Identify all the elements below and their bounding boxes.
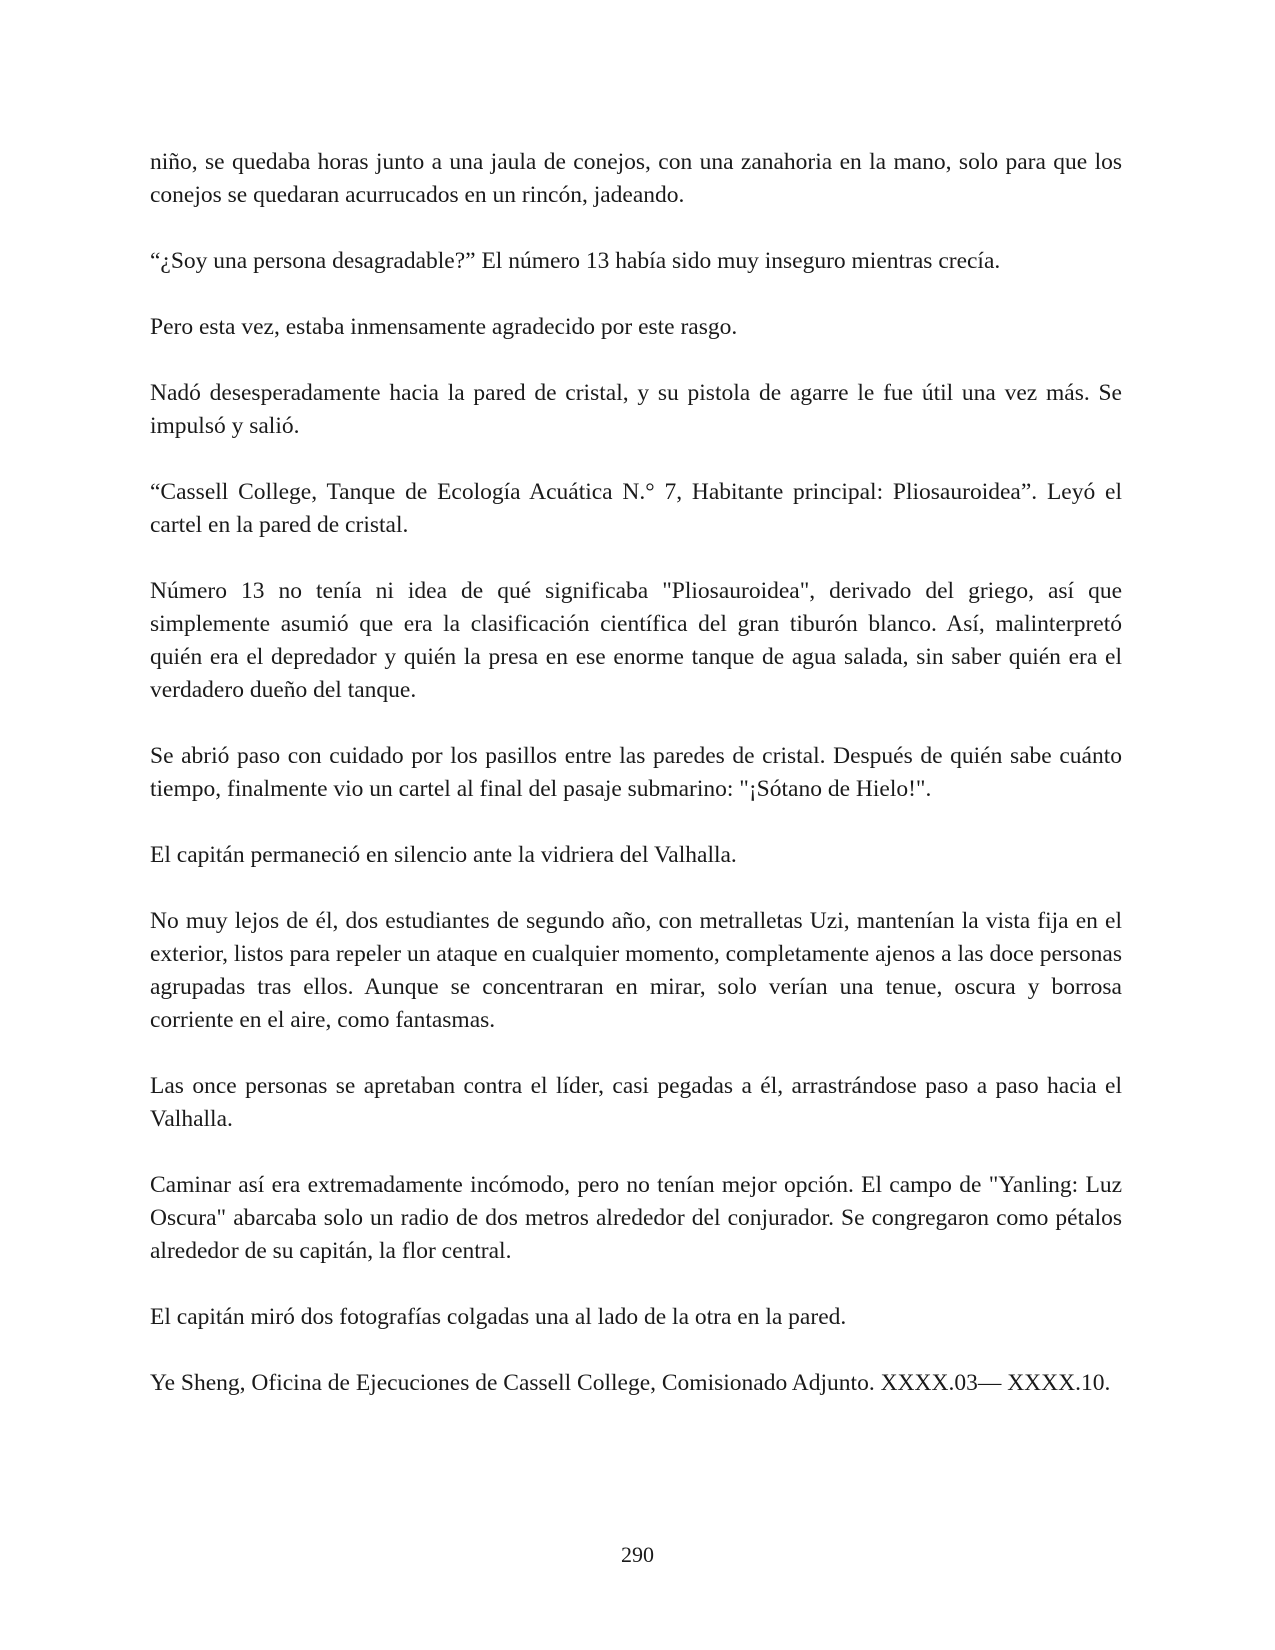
paragraph: Caminar así era extremadamente incómodo, pero no tenían mejor opción. El campo de "Yanling: Luz Oscura" abarcaba solo un radio de dos metros alrededor del conjurador. Se congregaron como pétalos alrededor de su capitán, la flor central. (150, 1172, 1122, 1264)
paragraph: No muy lejos de él, dos estudiantes de segundo año, con metralletas Uzi, mantenían la vista fija en el exterior, listos para repeler un ataque en cualquier momento, completamente ajenos a las doce personas agrupadas tras ellos. Aunque se concentraran en mirar, solo verían una tenue, oscura y borrosa corriente en el aire, como fantasmas. (150, 908, 1122, 1033)
paragraph: Número 13 no tenía ni idea de qué significaba "Pliosauroidea", derivado del griego, así que simplemente asumió que era la clasificación científica del gran tiburón blanco. Así, malinterpretó quién era el depredador y quién la presa en ese enorme tanque de agua salada, sin saber quién era el verdadero dueño del tanque. (150, 578, 1122, 703)
paragraph: “Cassell College, Tanque de Ecología Acuática N.° 7, Habitante principal: Pliosauroidea”. Leyó el cartel en la pared de cristal. (150, 479, 1122, 538)
paragraph: “¿Soy una persona desagradable?” El número 13 había sido muy inseguro mientras crecía. (150, 248, 1001, 274)
paragraph: Las once personas se apretaban contra el líder, casi pegadas a él, arrastrándose paso a paso hacia el Valhalla. (150, 1073, 1122, 1132)
paragraph: Pero esta vez, estaba inmensamente agradecido por este rasgo. (150, 314, 738, 340)
body-text (150, 146, 1122, 1433)
paragraph: Ye Sheng, Oficina de Ejecuciones de Cassell College, Comisionado Adjunto. XXXX.03— XXXX.10. (150, 1370, 1111, 1396)
page-number: 290 (621, 1542, 654, 1567)
paragraph: Nadó desesperadamente hacia la pared de cristal, y su pistola de agarre le fue útil una vez más. Se impulsó y salió. (150, 380, 1122, 439)
paragraph: Se abrió paso con cuidado por los pasillos entre las paredes de cristal. Después de quién sabe cuánto tiempo, finalmente vio un cartel al final del pasaje submarino: "¡Sótano de Hielo!". (150, 743, 1122, 802)
paragraph: El capitán permaneció en silencio ante la vidriera del Valhalla. (150, 842, 737, 868)
paragraph: niño, se quedaba horas junto a una jaula de conejos, con una zanahoria en la mano, solo para que los conejos se quedaran acurrucados en un rincón, jadeando. (150, 149, 1122, 208)
paragraph: El capitán miró dos fotografías colgadas una al lado de la otra en la pared. (150, 1304, 847, 1330)
